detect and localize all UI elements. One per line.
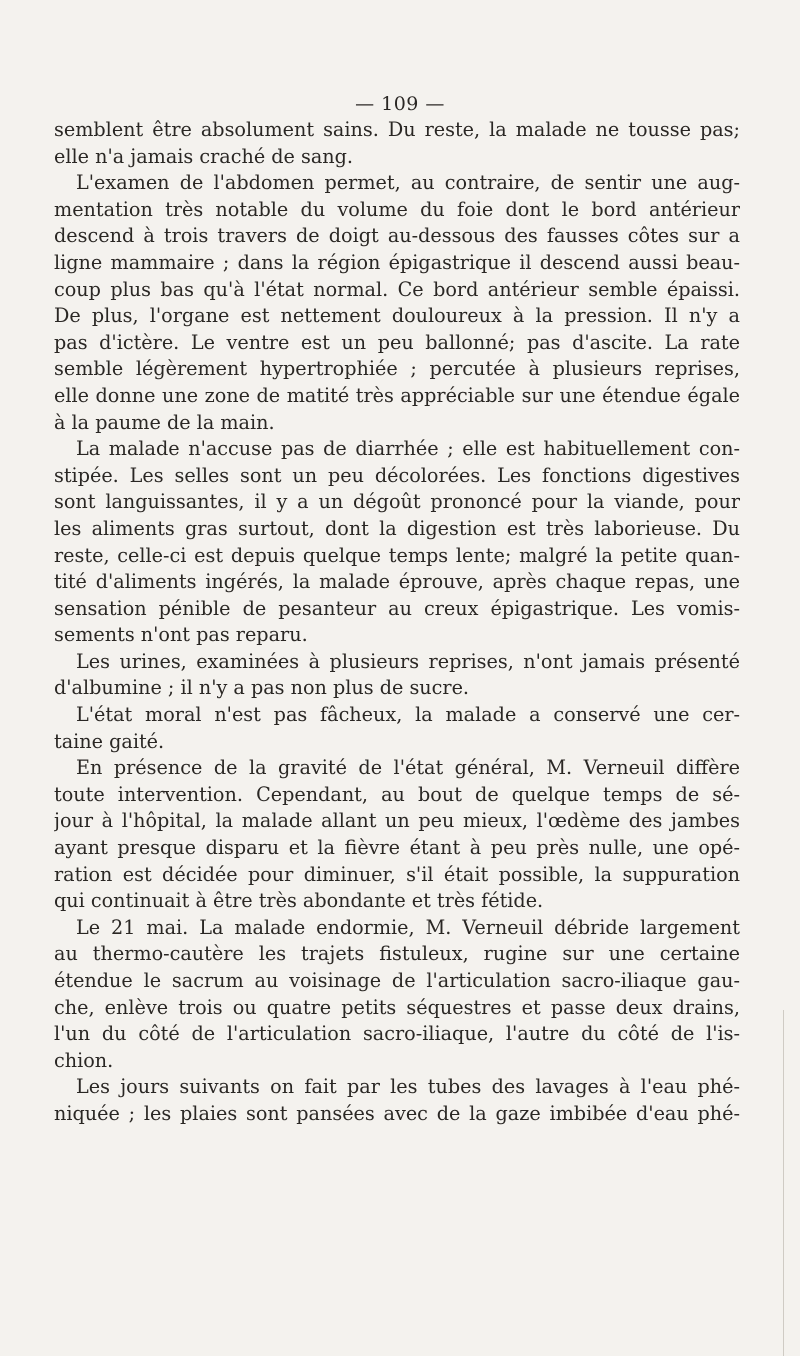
text-line: L'examen de l'abdomen permet, au contraire, de sentir une aug- — [76, 171, 740, 195]
body-text — [54, 117, 740, 1128]
text-line: che, enlève trois ou quatre petits séquestres et passe deux drains, — [54, 995, 740, 1019]
text-line: ayant presque disparu et la fièvre étant à peu près nulle, une opé- — [54, 836, 740, 860]
text-line: d'albumine ; il n'y a pas non plus de sucre. — [54, 676, 470, 700]
text-line: elle donne une zone de matité très appréciable sur une étendue égale — [54, 383, 740, 407]
text-line: sements n'ont pas reparu. — [54, 623, 308, 647]
text-line: coup plus bas qu'à l'état normal. Ce bord antérieur semble épaissi. — [54, 277, 740, 301]
page-number: — 109 — — [355, 93, 445, 115]
text-line: les aliments gras surtout, dont la digestion est très laborieuse. Du — [54, 516, 740, 540]
text-line: descend à trois travers de doigt au-dessous des fausses côtes sur a — [54, 224, 740, 248]
text-line: au thermo-cautère les trajets fistuleux, rugine sur une certaine — [54, 942, 740, 966]
text-line: tité d'aliments ingérés, la malade éprouve, après chaque repas, une — [54, 570, 740, 594]
text-line: L'état moral n'est pas fâcheux, la malade a conservé une cer- — [76, 703, 740, 727]
text-line: ration est décidée pour diminuer, s'il était possible, la suppuration — [54, 862, 740, 886]
text-line: jour à l'hôpital, la malade allant un peu mieux, l'œdème des jambes — [54, 809, 740, 833]
text-line: ligne mammaire ; dans la région épigastrique il descend aussi beau- — [54, 250, 740, 274]
text-line: Les jours suivants on fait par les tubes des lavages à l'eau phé- — [76, 1075, 740, 1099]
text-line: semble légèrement hypertrophiée ; percutée à plusieurs reprises, — [54, 357, 740, 381]
text-line: niquée ; les plaies sont pansées avec de la gaze imbibée d'eau phé- — [54, 1101, 740, 1125]
text-line: taine gaité. — [54, 729, 165, 753]
text-line: sont languissantes, il y a un dégoût prononcé pour la viande, pour — [54, 490, 740, 514]
text-line: reste, celle-ci est depuis quelque temps lente; malgré la petite quan- — [54, 543, 740, 567]
text-line: chion. — [54, 1048, 114, 1072]
text-line: La malade n'accuse pas de diarrhée ; elle est habituellement con- — [76, 437, 740, 461]
text-line: qui continuait à être très abondante et très fétide. — [54, 889, 544, 913]
text-line: semblent être absolument sains. Du reste, la malade ne tousse pas; — [54, 118, 740, 141]
margin-line — [783, 1010, 784, 1356]
text-line: Les urines, examinées à plusieurs reprises, n'ont jamais présenté — [76, 649, 740, 673]
text-line: De plus, l'organe est nettement douloureux à la pression. Il n'y a — [54, 304, 740, 328]
text-line: toute intervention. Cependant, au bout de quelque temps de sé- — [54, 782, 740, 806]
text-line: En présence de la gravité de l'état général, M. Verneuil diffère — [76, 756, 740, 780]
text-line: stipée. Les selles sont un peu décolorées. Les fonctions digestives — [54, 463, 740, 487]
text-line: Le 21 mai. La malade endormie, M. Verneuil débride largement — [76, 915, 740, 939]
text-line: sensation pénible de pesanteur au creux épigastrique. Les vomis- — [54, 596, 740, 620]
text-line: étendue le sacrum au voisinage de l'articulation sacro-iliaque gau- — [54, 969, 740, 992]
text-line: à la paume de la main. — [54, 410, 275, 434]
text-line: l'un du côté de l'articulation sacro-iliaque, l'autre du côté de l'is- — [54, 1022, 740, 1046]
text-line: pas d'ictère. Le ventre est un peu ballonné; pas d'ascite. La rate — [54, 330, 740, 354]
text-line: mentation très notable du volume du foie dont le bord antérieur — [54, 197, 740, 221]
text-line: elle n'a jamais craché de sang. — [54, 144, 354, 168]
